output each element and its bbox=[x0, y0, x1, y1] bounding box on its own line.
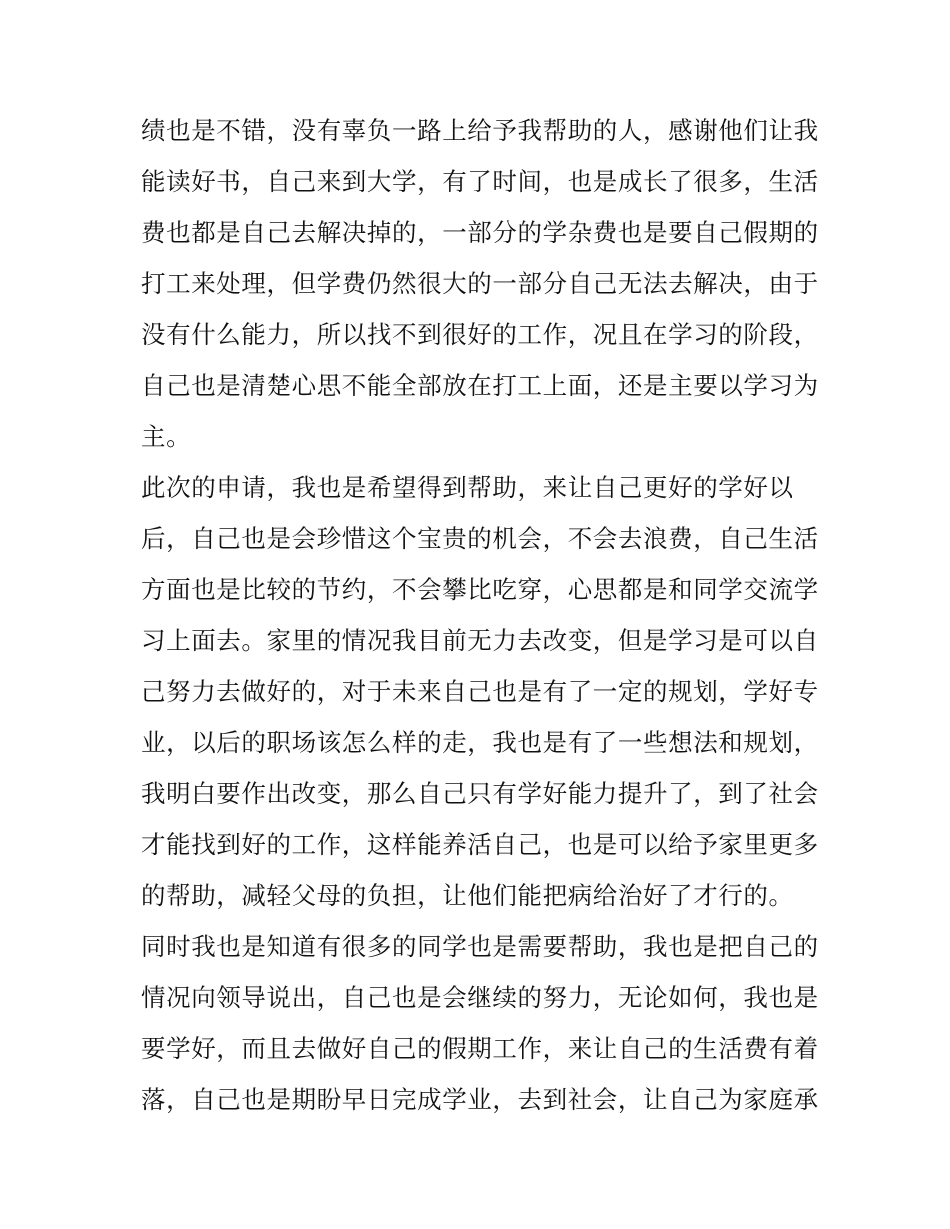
text-line: 后，自己也是会珍惜这个宝贵的机会，不会去浪费，自己生活 bbox=[141, 524, 819, 553]
text-line: 要学好，而且去做好自己的假期工作，来让自己的生活费有着 bbox=[141, 1034, 819, 1063]
text-line: 同时我也是知道有很多的同学也是需要帮助，我也是把自己的 bbox=[141, 932, 819, 961]
document-page bbox=[141, 105, 821, 1125]
text-line: 费也都是自己去解决掉的，一部分的学杂费也是要自己假期的 bbox=[141, 218, 819, 247]
text-line: 落，自己也是期盼早日完成学业，去到社会，让自己为家庭承 bbox=[141, 1085, 819, 1114]
text-line: 才能找到好的工作，这样能养活自己，也是可以给予家里更多 bbox=[141, 830, 819, 859]
text-line: 主。 bbox=[141, 422, 192, 451]
text-line: 习上面去。家里的情况我目前无力去改变，但是学习是可以自 bbox=[141, 626, 819, 655]
text-line: 能读好书，自己来到大学，有了时间，也是成长了很多，生活 bbox=[141, 167, 819, 196]
text-line: 情况向领导说出，自己也是会继续的努力，无论如何，我也是 bbox=[141, 983, 819, 1012]
text-line: 我明白要作出改变，那么自己只有学好能力提升了，到了社会 bbox=[141, 779, 819, 808]
text-line: 绩也是不错，没有辜负一路上给予我帮助的人，感谢他们让我 bbox=[141, 116, 819, 145]
text-line: 方面也是比较的节约，不会攀比吃穿，心思都是和同学交流学 bbox=[141, 575, 819, 604]
text-line: 此次的申请，我也是希望得到帮助，来让自己更好的学好以 bbox=[141, 473, 794, 502]
text-line: 业，以后的职场该怎么样的走，我也是有了一些想法和规划， bbox=[141, 728, 819, 757]
text-line: 己努力去做好的，对于未来自己也是有了一定的规划，学好专 bbox=[141, 677, 819, 706]
text-line: 没有什么能力，所以找不到很好的工作，况且在学习的阶段， bbox=[141, 320, 819, 349]
text-line: 自己也是清楚心思不能全部放在打工上面，还是主要以学习为 bbox=[141, 371, 819, 400]
text-line: 的帮助，减轻父母的负担，让他们能把病给治好了才行的。 bbox=[141, 881, 794, 910]
text-line: 打工来处理，但学费仍然很大的一部分自己无法去解决，由于 bbox=[141, 269, 819, 298]
